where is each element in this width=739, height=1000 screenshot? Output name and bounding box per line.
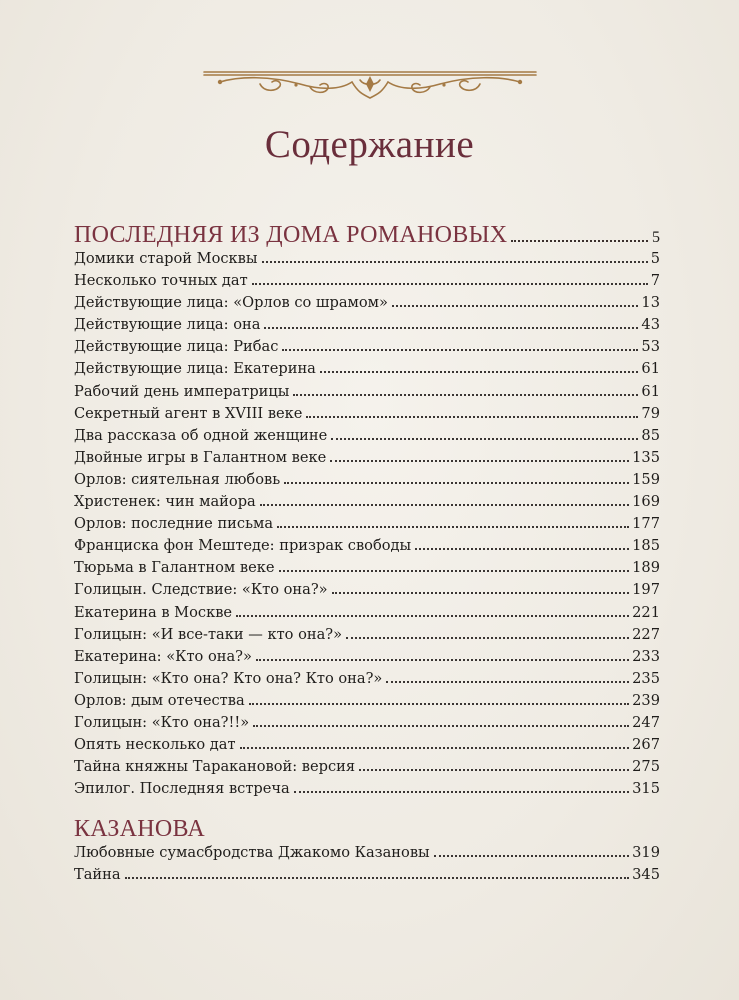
entry-page-number: 227 <box>632 625 660 643</box>
entry-page-number: 235 <box>632 669 660 687</box>
entry-title: Тайна княжны Таракановой: версия <box>74 758 356 776</box>
dot-leader <box>346 637 629 639</box>
entry-page-number: 61 <box>641 382 660 400</box>
toc-entry[interactable] <box>74 447 660 469</box>
entry-title: Действующие лица: она <box>74 316 261 334</box>
table-of-contents <box>74 222 660 887</box>
dot-leader <box>434 855 629 857</box>
dot-leader <box>279 570 630 572</box>
entry-title: Двойные игры в Галантном веке <box>74 448 327 466</box>
toc-entry[interactable] <box>74 756 660 778</box>
toc-entry[interactable] <box>74 403 660 425</box>
entry-title: Секретный агент в XVIII веке <box>74 404 303 422</box>
entry-page-number: 185 <box>632 537 660 555</box>
dot-leader <box>252 283 648 285</box>
toc-entry[interactable] <box>74 270 660 292</box>
entry-title: Рабочий день императрицы <box>74 382 290 400</box>
dot-leader <box>284 482 629 484</box>
dot-leader <box>359 769 629 771</box>
entry-title: Действующие лица: Рибас <box>74 338 279 356</box>
entry-page-number: 319 <box>632 844 660 862</box>
toc-entry[interactable] <box>74 292 660 314</box>
entry-title: Франциска фон Мештеде: призрак свободы <box>74 537 412 555</box>
toc-entry[interactable] <box>74 535 660 557</box>
entry-title: Два рассказа об одной женщине <box>74 426 328 444</box>
entry-page-number: 239 <box>632 691 660 709</box>
dot-leader <box>256 659 629 661</box>
dot-leader <box>511 240 648 242</box>
dot-leader <box>253 725 629 727</box>
entry-page-number: 135 <box>632 448 660 466</box>
entry-title: Голицын. Следствие: «Кто она?» <box>74 581 328 599</box>
entry-title: Опять несколько дат <box>74 736 236 754</box>
entry-title: Домики старой Москвы <box>74 250 258 267</box>
entry-page-number: 13 <box>641 294 660 312</box>
toc-entry[interactable] <box>74 690 660 712</box>
toc-entry[interactable] <box>74 314 660 336</box>
dot-leader <box>282 349 638 351</box>
section-heading <box>74 816 660 842</box>
entry-title: Голицын: «Кто она?!!» <box>74 713 250 731</box>
entry-title: Орлов: дым отечества <box>74 691 245 709</box>
chapter-list <box>74 248 660 800</box>
section-title: КАЗАНОВА <box>74 816 205 843</box>
toc-entry[interactable] <box>74 602 660 624</box>
entry-page-number: 79 <box>641 404 660 422</box>
dot-leader <box>294 791 629 793</box>
entry-title: Христенек: чин майора <box>74 493 256 511</box>
dot-leader <box>331 438 638 440</box>
entry-page-number: 315 <box>632 780 660 798</box>
toc-entry[interactable] <box>74 712 660 734</box>
entry-title: Действующие лица: Екатерина <box>74 360 316 378</box>
entry-title: Орлов: сиятельная любовь <box>74 470 281 488</box>
dot-leader <box>330 460 629 462</box>
dot-leader <box>262 261 648 263</box>
entry-title: Голицын: «Кто она? Кто она? Кто она?» <box>74 669 383 687</box>
entry-title: Тайна <box>74 866 121 884</box>
dot-leader <box>293 394 638 396</box>
entry-page-number: 159 <box>632 470 660 488</box>
entry-page-number: 43 <box>641 316 660 334</box>
toc-entry[interactable] <box>74 557 660 579</box>
toc-entry[interactable] <box>74 734 660 756</box>
entry-title: Екатерина в Москве <box>74 603 233 621</box>
dot-leader <box>249 703 629 705</box>
section-title: ПОСЛЕДНЯЯ ИЗ ДОМА РОМАНОВЫХ <box>74 222 508 248</box>
dot-leader <box>332 592 630 594</box>
toc-entry[interactable] <box>74 491 660 513</box>
toc-entry[interactable] <box>74 336 660 358</box>
dot-leader <box>386 681 629 683</box>
toc-entry[interactable] <box>74 579 660 601</box>
entry-page-number: 197 <box>632 581 660 599</box>
entry-page-number: 5 <box>650 250 660 267</box>
entry-title: Орлов: последние письма <box>74 515 274 533</box>
entry-title: Действующие лица: «Орлов со шрамом» <box>74 294 388 312</box>
toc-entry[interactable] <box>74 425 660 447</box>
entry-page-number: 221 <box>632 603 660 621</box>
dot-leader <box>306 416 638 418</box>
decorative-ornament-icon <box>200 62 540 102</box>
dot-leader <box>240 747 630 749</box>
entry-page-number: 7 <box>650 272 660 290</box>
entry-title: Тюрьма в Галантном веке <box>74 559 275 577</box>
entry-page-number: 169 <box>632 493 660 511</box>
dot-leader <box>415 548 629 550</box>
toc-entry[interactable] <box>74 381 660 403</box>
dot-leader <box>320 371 639 373</box>
entry-page-number: 189 <box>632 559 660 577</box>
entry-page-number: 53 <box>641 338 660 356</box>
entry-page-number: 177 <box>632 515 660 533</box>
entry-page-number: 61 <box>641 360 660 378</box>
section-page-number: 5 <box>652 229 660 246</box>
dot-leader <box>236 615 629 617</box>
entry-page-number: 233 <box>632 647 660 665</box>
entry-title: Любовные сумасбродства Джакомо Казановы <box>74 844 430 862</box>
page-title: Содержание <box>264 123 475 166</box>
toc-entry[interactable] <box>74 864 660 886</box>
toc-entry[interactable] <box>74 358 660 380</box>
entry-page-number: 275 <box>632 758 660 776</box>
toc-entry[interactable] <box>74 624 660 646</box>
dot-leader <box>277 526 629 528</box>
toc-entry[interactable] <box>74 842 660 864</box>
chapter-list <box>74 842 660 886</box>
entry-page-number: 345 <box>632 866 660 884</box>
entry-title: Эпилог. Последняя встреча <box>74 780 290 798</box>
dot-leader <box>392 305 638 307</box>
dot-leader <box>260 504 629 506</box>
dot-leader <box>125 877 630 879</box>
entry-page-number: 267 <box>632 736 660 754</box>
toc-entry[interactable] <box>74 513 660 535</box>
section-heading <box>74 222 660 248</box>
toc-entry[interactable] <box>74 668 660 690</box>
toc-entry[interactable] <box>74 248 660 270</box>
toc-entry[interactable] <box>74 646 660 668</box>
entry-page-number: 85 <box>641 426 660 444</box>
toc-entry[interactable] <box>74 469 660 491</box>
dot-leader <box>264 327 638 329</box>
entry-page-number: 247 <box>632 713 660 731</box>
entry-title: Голицын: «И все-таки — кто она?» <box>74 625 343 643</box>
toc-entry[interactable] <box>74 778 660 800</box>
entry-title: Несколько точных дат <box>74 272 248 290</box>
entry-title: Екатерина: «Кто она?» <box>74 647 252 665</box>
